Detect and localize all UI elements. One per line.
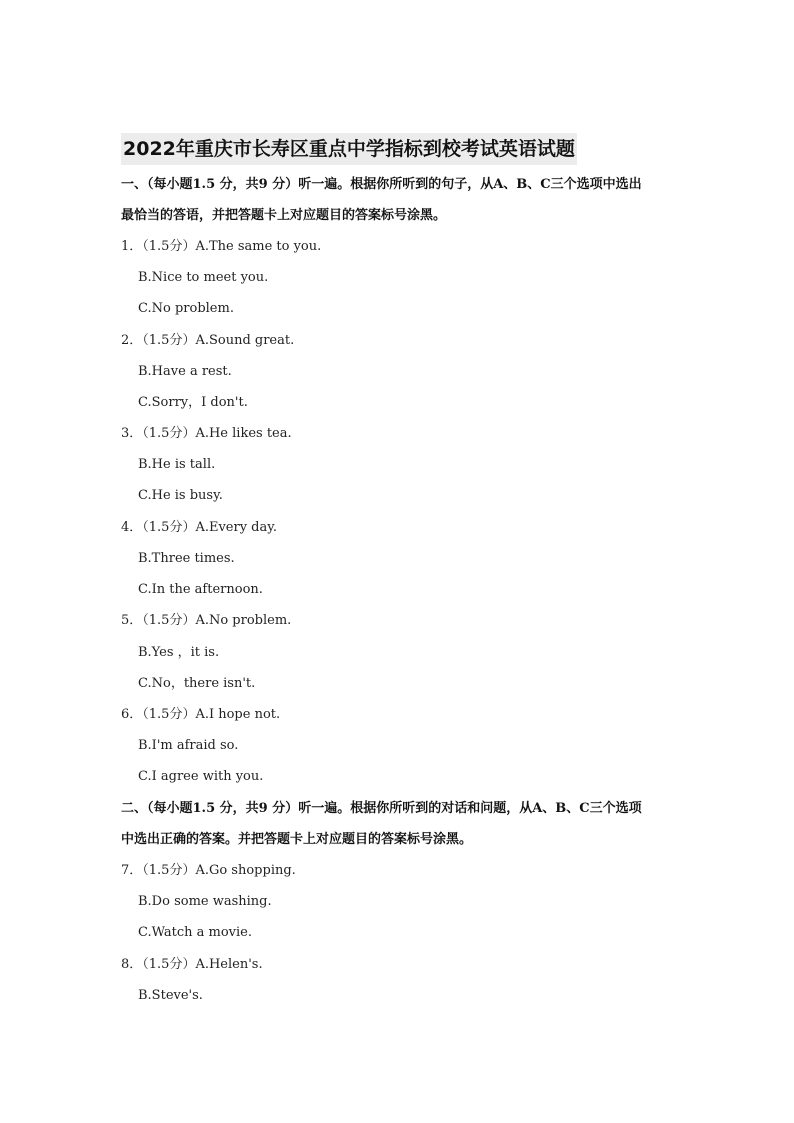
question-5-option-c: C.No，there isn't. — [138, 676, 256, 691]
question-2-option-c: C.Sorry，I don't. — [138, 395, 248, 410]
question-7-stem: 7．（1.5分）A.Go shopping. — [121, 863, 296, 878]
question-5-option-b: B.Yes ，it is. — [138, 645, 220, 660]
question-5-stem: 5．（1.5分）A.No problem. — [121, 613, 292, 628]
question-2-option-b: B.Have a rest. — [138, 364, 232, 379]
question-6-option-b: B.I'm afraid so. — [138, 738, 239, 753]
question-1-stem: 1．（1.5分）A.The same to you. — [121, 239, 322, 254]
question-4-stem: 4．（1.5分）A.Every day. — [121, 520, 278, 535]
section-2-instruction-line-2: 中选出正确的答案。并把答题卡上对应题目的答案标号涂黑。 — [121, 832, 473, 847]
section-1-instruction-line-2: 最恰当的答语，并把答题卡上对应题目的答案标号涂黑。 — [121, 208, 447, 223]
question-2-stem: 2．（1.5分）A.Sound great. — [121, 333, 295, 348]
question-6-option-c: C.I agree with you. — [138, 769, 264, 784]
question-3-option-c: C.He is busy. — [138, 488, 223, 503]
question-7-option-c: C.Watch a movie. — [138, 925, 252, 940]
section-1-instruction-line-1: 一、（每小题1.5 分，共9 分）听一遍。根据你所听到的句子，从A、B、C三个选项中选出 — [121, 177, 642, 192]
question-6-stem: 6．（1.5分）A.I hope not. — [121, 707, 281, 722]
question-3-stem: 3．（1.5分）A.He likes tea. — [121, 426, 292, 441]
page-title: 2022年重庆市长寿区重点中学指标到校考试英语试题 — [121, 133, 577, 165]
question-1-option-b: B.Nice to meet you. — [138, 270, 269, 285]
question-4-option-c: C.In the afternoon. — [138, 582, 263, 597]
question-4-option-b: B.Three times. — [138, 551, 235, 566]
question-1-option-c: C.No problem. — [138, 301, 234, 316]
question-7-option-b: B.Do some washing. — [138, 894, 272, 909]
question-3-option-b: B.He is tall. — [138, 457, 216, 472]
question-8-stem: 8．（1.5分）A.Helen's. — [121, 957, 263, 972]
section-2-instruction-line-1: 二、（每小题1.5 分，共9 分）听一遍。根据你所听到的对话和问题，从A、B、C三个选项 — [121, 801, 642, 816]
question-8-option-b: B.Steve's. — [138, 988, 203, 1003]
